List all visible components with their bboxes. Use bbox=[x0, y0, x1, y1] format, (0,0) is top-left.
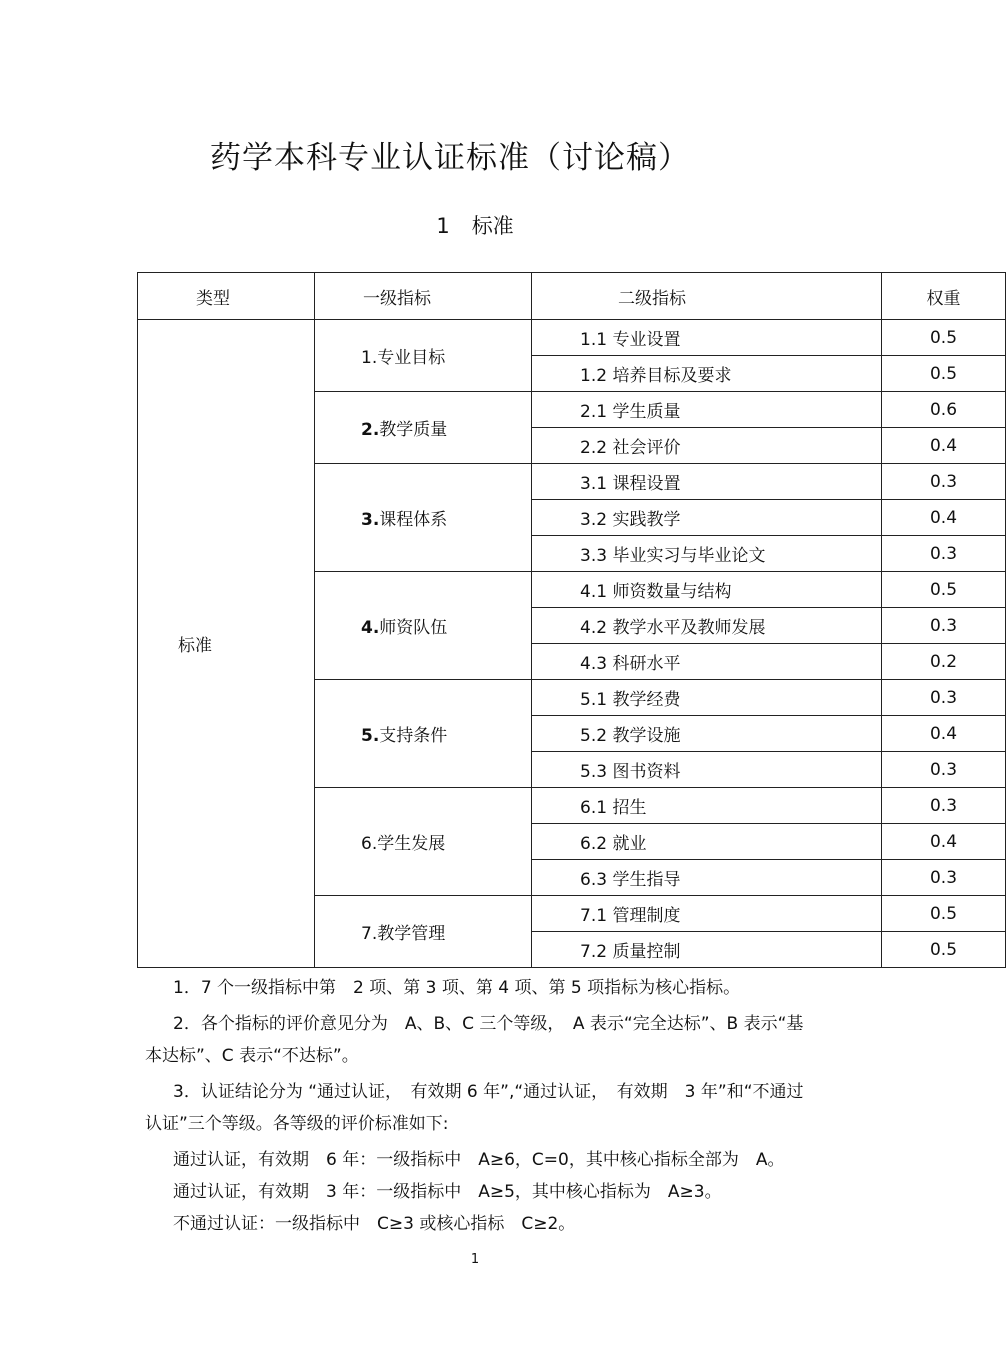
level1-cell bbox=[315, 392, 532, 464]
level2-cell: 6.3 学生指导 bbox=[532, 860, 882, 896]
level2-cell: 2.1 学生质量 bbox=[532, 392, 882, 428]
note-criteria-3yr: 通过认证，有效期 3 年：一级指标中 A≥5，其中核心指标为 A≥3。 bbox=[173, 1182, 722, 1202]
weight-cell: 0.2 bbox=[882, 644, 1006, 680]
weight-cell: 0.3 bbox=[882, 788, 1006, 824]
note-core-indicators: 1．7 个一级指标中第 2 项、第 3 项、第 4 项、第 5 项指标为核心指标。 bbox=[173, 978, 741, 998]
level1-name: 教学质量 bbox=[379, 420, 448, 440]
level2-cell: 6.2 就业 bbox=[532, 824, 882, 860]
header-level2: 二级指标 bbox=[532, 273, 882, 320]
weight-cell: 0.3 bbox=[882, 464, 1006, 500]
header-level1: 一级指标 bbox=[315, 273, 532, 320]
standards-table bbox=[137, 272, 1006, 968]
weight-cell: 0.3 bbox=[882, 860, 1006, 896]
table-header-row bbox=[138, 273, 1006, 320]
note-conclusions: 3．认证结论分为 “通过认证， 有效期 6 年”,“通过认证， 有效期 3 年”和“不通过认证”三个等级。各等级的评价标准如下: bbox=[145, 1082, 804, 1134]
level2-cell: 7.1 管理制度 bbox=[532, 896, 882, 932]
level2-cell: 1.1 专业设置 bbox=[532, 320, 882, 356]
weight-cell: 0.4 bbox=[882, 824, 1006, 860]
level2-cell: 4.2 教学水平及教师发展 bbox=[532, 608, 882, 644]
level2-cell: 3.3 毕业实习与毕业论文 bbox=[532, 536, 882, 572]
level1-number: 4. bbox=[361, 618, 380, 638]
weight-cell: 0.5 bbox=[882, 320, 1006, 356]
level1-name: 课程体系 bbox=[379, 510, 448, 530]
page-number: 1 bbox=[470, 1252, 480, 1267]
level1-name: 教学管理 bbox=[377, 924, 446, 944]
level1-cell bbox=[315, 572, 532, 680]
note-criteria-6yr: 通过认证，有效期 6 年：一级指标中 A≥6，C=0，其中核心指标全部为 A。 bbox=[173, 1150, 785, 1170]
weight-cell: 0.3 bbox=[882, 752, 1006, 788]
header-type: 类型 bbox=[138, 273, 315, 320]
level2-cell: 4.1 师资数量与结构 bbox=[532, 572, 882, 608]
level1-name: 学生发展 bbox=[377, 834, 446, 854]
note-rating-levels: 2．各个指标的评价意见分为 A、B、C 三个等级， A 表示“完全达标”、B 表示“基本达标”、C 表示“不达标”。 bbox=[145, 1014, 804, 1066]
weight-cell: 0.5 bbox=[882, 932, 1006, 968]
level1-cell bbox=[315, 788, 532, 896]
level2-cell: 5.2 教学设施 bbox=[532, 716, 882, 752]
table-body bbox=[138, 320, 1006, 968]
weight-cell: 0.5 bbox=[882, 356, 1006, 392]
note-criteria-fail: 不通过认证：一级指标中 C≥3 或核心指标 C≥2。 bbox=[173, 1214, 576, 1234]
weight-cell: 0.4 bbox=[882, 428, 1006, 464]
level1-name: 专业目标 bbox=[377, 348, 446, 368]
weight-cell: 0.3 bbox=[882, 608, 1006, 644]
level1-number: 2. bbox=[361, 420, 380, 440]
level1-number: 3. bbox=[361, 510, 380, 530]
weight-cell: 0.3 bbox=[882, 536, 1006, 572]
level1-number: 5. bbox=[361, 726, 380, 746]
level1-cell bbox=[315, 680, 532, 788]
level1-number: 6. bbox=[361, 834, 378, 854]
level2-cell: 1.2 培养目标及要求 bbox=[532, 356, 882, 392]
page-title: 药学本科专业认证标准（讨论稿） bbox=[210, 140, 690, 176]
weight-cell: 0.4 bbox=[882, 500, 1006, 536]
level2-cell: 3.2 实践教学 bbox=[532, 500, 882, 536]
header-weight: 权重 bbox=[882, 273, 1006, 320]
weight-cell: 0.6 bbox=[882, 392, 1006, 428]
section-label: 标准 bbox=[471, 214, 514, 238]
level2-cell: 5.1 教学经费 bbox=[532, 680, 882, 716]
table-row bbox=[138, 320, 1006, 356]
notes-section bbox=[145, 972, 810, 1240]
level2-cell: 6.1 招生 bbox=[532, 788, 882, 824]
type-cell: 标准 bbox=[138, 320, 315, 968]
level2-cell: 5.3 图书资料 bbox=[532, 752, 882, 788]
level2-cell: 7.2 质量控制 bbox=[532, 932, 882, 968]
weight-cell: 0.5 bbox=[882, 572, 1006, 608]
level2-cell: 2.2 社会评价 bbox=[532, 428, 882, 464]
section-number: 1 bbox=[436, 214, 450, 238]
weight-cell: 0.4 bbox=[882, 716, 1006, 752]
level1-cell bbox=[315, 896, 532, 968]
level2-cell: 3.1 课程设置 bbox=[532, 464, 882, 500]
level1-name: 支持条件 bbox=[379, 726, 448, 746]
weight-cell: 0.5 bbox=[882, 896, 1006, 932]
level1-number: 7. bbox=[361, 924, 378, 944]
level1-number: 1. bbox=[361, 348, 378, 368]
level1-name: 师资队伍 bbox=[379, 618, 448, 638]
level2-cell: 4.3 科研水平 bbox=[532, 644, 882, 680]
weight-cell: 0.3 bbox=[882, 680, 1006, 716]
section-heading bbox=[0, 210, 950, 240]
level1-cell bbox=[315, 320, 532, 392]
level1-cell bbox=[315, 464, 532, 572]
